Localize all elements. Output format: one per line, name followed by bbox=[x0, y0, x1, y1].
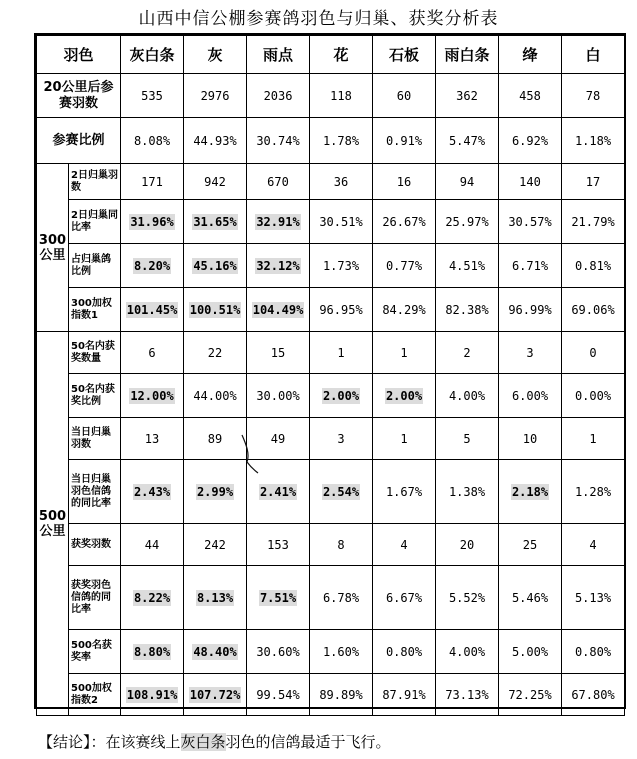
data-cell: 8.08% bbox=[121, 118, 184, 164]
highlighted-value: 31.65% bbox=[193, 214, 237, 229]
analysis-table bbox=[36, 35, 625, 716]
data-cell: 1.28% bbox=[562, 460, 625, 524]
data-cell: 1.60% bbox=[310, 630, 373, 674]
row-label: 50名内获奖比例 bbox=[69, 374, 121, 418]
highlighted-value: 2.99% bbox=[196, 484, 234, 499]
header-color: 花 bbox=[310, 36, 373, 74]
data-cell: 84.29% bbox=[373, 288, 436, 332]
row-label: 获奖羽数 bbox=[69, 524, 121, 566]
data-cell: 5.46% bbox=[499, 566, 562, 630]
data-cell bbox=[121, 244, 184, 288]
data-cell: 1 bbox=[562, 418, 625, 460]
highlighted-value: 2.41% bbox=[259, 484, 297, 499]
data-cell: 1.67% bbox=[373, 460, 436, 524]
data-cell: 30.74% bbox=[247, 118, 310, 164]
data-cell bbox=[121, 630, 184, 674]
highlighted-value: 7.51% bbox=[259, 590, 297, 605]
data-cell: 96.95% bbox=[310, 288, 373, 332]
highlighted-value: 2.54% bbox=[322, 484, 360, 499]
data-cell: 15 bbox=[247, 332, 310, 374]
row-label: 2日归巢羽数 bbox=[69, 164, 121, 200]
conclusion-prefix: 【结论】：在该赛线上 bbox=[38, 733, 181, 751]
table-row bbox=[37, 674, 625, 716]
table-row bbox=[37, 332, 625, 374]
highlighted-value: 2.00% bbox=[322, 388, 360, 403]
data-cell: 44 bbox=[121, 524, 184, 566]
data-cell: 72.25% bbox=[499, 674, 562, 716]
data-cell: 1 bbox=[310, 332, 373, 374]
table-row bbox=[37, 288, 625, 332]
header-color: 灰白条 bbox=[121, 36, 184, 74]
data-cell: 0.77% bbox=[373, 244, 436, 288]
table-row bbox=[37, 244, 625, 288]
data-cell: 26.67% bbox=[373, 200, 436, 244]
data-cell: 69.06% bbox=[562, 288, 625, 332]
data-cell bbox=[310, 374, 373, 418]
header-color: 绛 bbox=[499, 36, 562, 74]
data-cell: 4.51% bbox=[436, 244, 499, 288]
data-cell: 2976 bbox=[184, 74, 247, 118]
data-cell bbox=[184, 288, 247, 332]
conclusion-emphasis: 灰白条 bbox=[180, 733, 226, 751]
data-cell: 87.91% bbox=[373, 674, 436, 716]
data-cell: 458 bbox=[499, 74, 562, 118]
highlighted-value: 8.13% bbox=[196, 590, 234, 605]
data-cell: 44.00% bbox=[184, 374, 247, 418]
distance-group-label: 500公里 bbox=[37, 332, 69, 716]
data-cell bbox=[184, 566, 247, 630]
header-color: 雨白条 bbox=[436, 36, 499, 74]
data-cell: 13 bbox=[121, 418, 184, 460]
data-cell: 36 bbox=[310, 164, 373, 200]
data-cell: 22 bbox=[184, 332, 247, 374]
data-cell: 6 bbox=[121, 332, 184, 374]
data-cell bbox=[184, 674, 247, 716]
data-cell bbox=[373, 374, 436, 418]
data-cell: 0.91% bbox=[373, 118, 436, 164]
pen-mark bbox=[238, 432, 262, 476]
data-cell: 25.97% bbox=[436, 200, 499, 244]
data-cell: 5.13% bbox=[562, 566, 625, 630]
highlighted-value: 8.20% bbox=[133, 258, 171, 273]
header-color: 雨点 bbox=[247, 36, 310, 74]
row-label: 50名内获奖数量 bbox=[69, 332, 121, 374]
table-row bbox=[37, 164, 625, 200]
data-cell: 4.00% bbox=[436, 630, 499, 674]
data-cell: 942 bbox=[184, 164, 247, 200]
data-cell: 1.38% bbox=[436, 460, 499, 524]
data-cell: 89.89% bbox=[310, 674, 373, 716]
row-label: 占归巢鸽比例 bbox=[69, 244, 121, 288]
data-cell: 535 bbox=[121, 74, 184, 118]
highlighted-value: 31.96% bbox=[130, 214, 174, 229]
data-cell: 21.79% bbox=[562, 200, 625, 244]
data-cell: 89 bbox=[184, 418, 247, 460]
data-cell: 4.00% bbox=[436, 374, 499, 418]
data-cell bbox=[184, 244, 247, 288]
conclusion-text bbox=[38, 731, 391, 752]
table-row bbox=[37, 200, 625, 244]
data-cell bbox=[121, 288, 184, 332]
data-cell bbox=[310, 460, 373, 524]
table-row bbox=[37, 118, 625, 164]
data-cell: 118 bbox=[310, 74, 373, 118]
data-cell: 153 bbox=[247, 524, 310, 566]
header-color: 白 bbox=[562, 36, 625, 74]
header-color: 灰 bbox=[184, 36, 247, 74]
row-label: 500名获奖率 bbox=[69, 630, 121, 674]
data-cell: 1.78% bbox=[310, 118, 373, 164]
row-label: 参赛比例 bbox=[37, 118, 121, 164]
row-label: 2日归巢同比率 bbox=[69, 200, 121, 244]
header-corner: 羽色 bbox=[37, 36, 121, 74]
data-cell: 30.00% bbox=[247, 374, 310, 418]
header-color: 石板 bbox=[373, 36, 436, 74]
highlighted-value: 32.12% bbox=[256, 258, 300, 273]
data-cell: 78 bbox=[562, 74, 625, 118]
data-cell: 5.00% bbox=[499, 630, 562, 674]
header-row bbox=[37, 36, 625, 74]
data-cell: 1.18% bbox=[562, 118, 625, 164]
data-cell: 6.00% bbox=[499, 374, 562, 418]
data-cell: 82.38% bbox=[436, 288, 499, 332]
data-cell: 30.57% bbox=[499, 200, 562, 244]
data-cell bbox=[121, 566, 184, 630]
data-cell: 73.13% bbox=[436, 674, 499, 716]
data-cell bbox=[121, 374, 184, 418]
table-row bbox=[37, 566, 625, 630]
data-cell: 5 bbox=[436, 418, 499, 460]
table-row bbox=[37, 374, 625, 418]
highlighted-value: 2.43% bbox=[133, 484, 171, 499]
data-cell bbox=[247, 288, 310, 332]
data-cell: 242 bbox=[184, 524, 247, 566]
data-cell: 5.52% bbox=[436, 566, 499, 630]
data-cell: 8 bbox=[310, 524, 373, 566]
highlighted-value: 101.45% bbox=[126, 302, 178, 317]
data-cell: 0.80% bbox=[562, 630, 625, 674]
data-cell: 140 bbox=[499, 164, 562, 200]
highlighted-value: 48.40% bbox=[193, 644, 237, 659]
data-cell bbox=[247, 244, 310, 288]
table-row bbox=[37, 630, 625, 674]
data-cell bbox=[247, 566, 310, 630]
table-row bbox=[37, 460, 625, 524]
highlighted-value: 12.00% bbox=[130, 388, 174, 403]
data-cell bbox=[121, 674, 184, 716]
data-cell: 44.93% bbox=[184, 118, 247, 164]
data-cell: 0.00% bbox=[562, 374, 625, 418]
data-cell: 1 bbox=[373, 332, 436, 374]
data-cell: 6.71% bbox=[499, 244, 562, 288]
row-label: 20公里后参赛羽数 bbox=[37, 74, 121, 118]
data-cell: 2036 bbox=[247, 74, 310, 118]
distance-group-label: 300公里 bbox=[37, 164, 69, 332]
data-cell: 362 bbox=[436, 74, 499, 118]
data-cell: 670 bbox=[247, 164, 310, 200]
conclusion-suffix: 羽色的信鸽最适于飞行。 bbox=[225, 733, 391, 751]
data-cell: 20 bbox=[436, 524, 499, 566]
data-cell: 49 bbox=[247, 418, 310, 460]
row-label: 当日归巢羽数 bbox=[69, 418, 121, 460]
table-row bbox=[37, 524, 625, 566]
data-cell bbox=[121, 200, 184, 244]
highlighted-value: 45.16% bbox=[193, 258, 237, 273]
data-cell: 30.51% bbox=[310, 200, 373, 244]
data-cell bbox=[499, 460, 562, 524]
row-label: 获奖羽色信鸽的同比率 bbox=[69, 566, 121, 630]
data-cell: 0.80% bbox=[373, 630, 436, 674]
data-cell: 17 bbox=[562, 164, 625, 200]
data-cell: 0 bbox=[562, 332, 625, 374]
highlighted-value: 100.51% bbox=[189, 302, 241, 317]
highlighted-value: 108.91% bbox=[126, 687, 178, 702]
data-cell: 3 bbox=[310, 418, 373, 460]
data-cell: 0.81% bbox=[562, 244, 625, 288]
data-cell: 6.67% bbox=[373, 566, 436, 630]
data-cell: 1 bbox=[373, 418, 436, 460]
row-label: 300加权指数1 bbox=[69, 288, 121, 332]
table-row bbox=[37, 74, 625, 118]
row-label: 500加权指数2 bbox=[69, 674, 121, 716]
data-cell: 3 bbox=[499, 332, 562, 374]
data-cell: 6.92% bbox=[499, 118, 562, 164]
data-cell bbox=[184, 630, 247, 674]
document-title: 山西中信公棚参赛鸽羽色与归巢、获奖分析表 bbox=[138, 9, 499, 29]
highlighted-value: 8.22% bbox=[133, 590, 171, 605]
data-cell: 4 bbox=[562, 524, 625, 566]
data-cell: 96.99% bbox=[499, 288, 562, 332]
data-cell: 4 bbox=[373, 524, 436, 566]
data-cell: 2 bbox=[436, 332, 499, 374]
data-cell bbox=[121, 460, 184, 524]
data-cell: 1.73% bbox=[310, 244, 373, 288]
data-cell: 30.60% bbox=[247, 630, 310, 674]
data-cell: 6.78% bbox=[310, 566, 373, 630]
data-cell: 25 bbox=[499, 524, 562, 566]
data-cell: 67.80% bbox=[562, 674, 625, 716]
highlighted-value: 32.91% bbox=[256, 214, 300, 229]
data-cell: 99.54% bbox=[247, 674, 310, 716]
row-label: 当日归巢羽色信鸽的同比率 bbox=[69, 460, 121, 524]
data-cell: 60 bbox=[373, 74, 436, 118]
table-row bbox=[37, 418, 625, 460]
data-cell bbox=[184, 200, 247, 244]
highlighted-value: 2.00% bbox=[385, 388, 423, 403]
highlighted-value: 8.80% bbox=[133, 644, 171, 659]
data-cell: 16 bbox=[373, 164, 436, 200]
highlighted-value: 104.49% bbox=[252, 302, 304, 317]
highlighted-value: 107.72% bbox=[189, 687, 241, 702]
highlighted-value: 2.18% bbox=[511, 484, 549, 499]
data-cell: 94 bbox=[436, 164, 499, 200]
data-cell bbox=[247, 200, 310, 244]
data-cell: 10 bbox=[499, 418, 562, 460]
data-cell: 5.47% bbox=[436, 118, 499, 164]
data-cell: 171 bbox=[121, 164, 184, 200]
